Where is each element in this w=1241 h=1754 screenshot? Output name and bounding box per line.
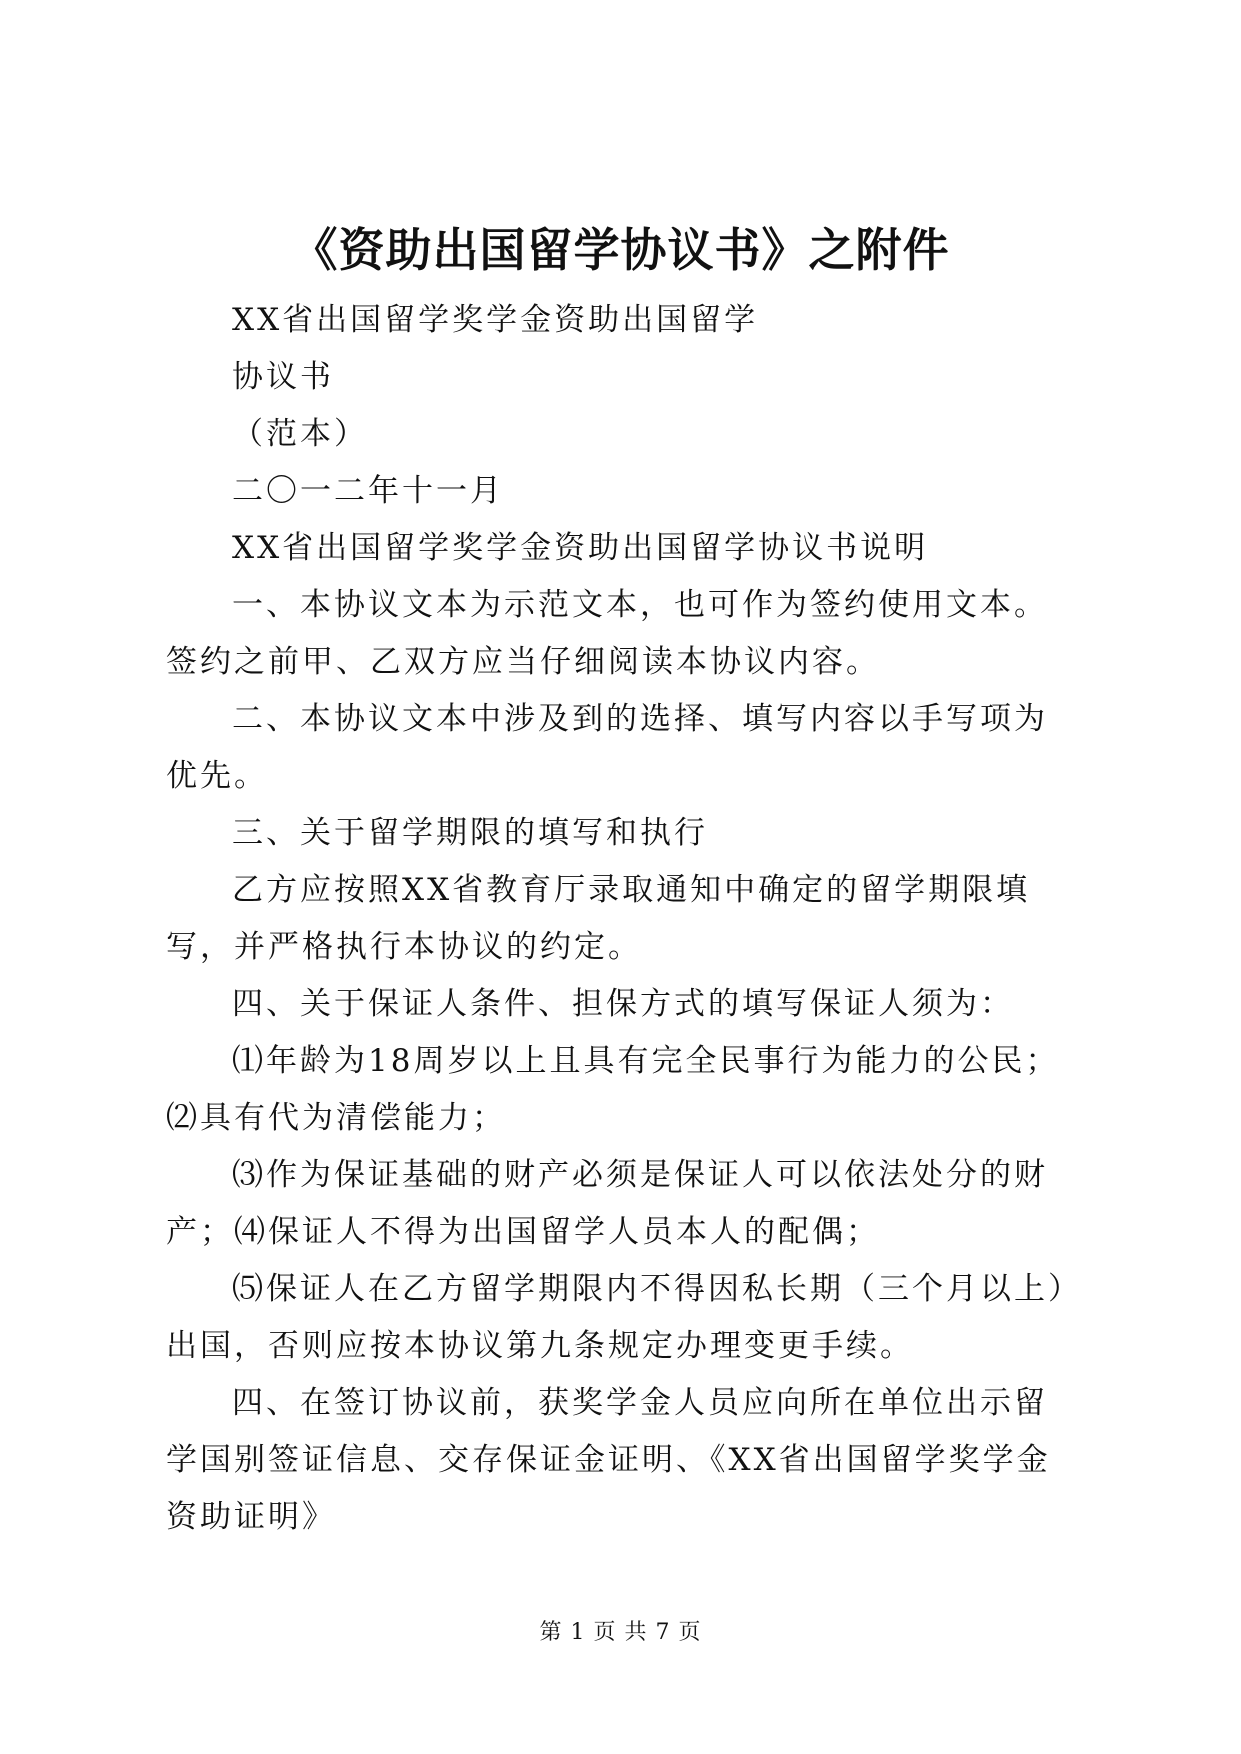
paragraph: 二〇一二年十一月 (232, 473, 504, 509)
paragraph: （范本） (232, 416, 368, 452)
paragraph: ⑶作为保证基础的财产必须是保证人可以依法处分的财产；⑷保证人不得为出国留学人员本人的配偶； (166, 1157, 1048, 1250)
paragraph: 二、本协议文本中涉及到的选择、填写内容以手写项为优先。 (166, 701, 1048, 794)
document-title: 《资助出国留学协议书》之附件 (291, 223, 950, 277)
paragraph: XX省出国留学奖学金资助出国留学 (232, 302, 759, 338)
paragraph: 协议书 (232, 359, 334, 395)
page-number-footer: 第 1 页 共 7 页 (539, 1620, 702, 1645)
paragraph: 四、在签订协议前，获奖学金人员应向所在单位出示留学国别签证信息、交存保证金证明、《XX省出国留学奖学金资助证明》 (166, 1385, 1051, 1535)
paragraph: 乙方应按照XX省教育厅录取通知中确定的留学期限填写，并严格执行本协议的约定。 (166, 872, 1031, 965)
document-body (166, 292, 1081, 1546)
paragraph: XX省出国留学奖学金资助出国留学协议书说明 (232, 530, 929, 566)
paragraph: ⑴年龄为18周岁以上且具有完全民事行为能力的公民；⑵具有代为清偿能力； (166, 1043, 1060, 1136)
paragraph: 四、关于保证人条件、担保方式的填写保证人须为： (232, 986, 1014, 1022)
paragraph: 一、本协议文本为示范文本，也可作为签约使用文本。签约之前甲、乙双方应当仔细阅读本协议内容。 (166, 587, 1048, 680)
paragraph: ⑸保证人在乙方留学期限内不得因私长期（三个月以上）出国，否则应按本协议第九条规定办理变更手续。 (166, 1271, 1067, 1364)
paragraph: 三、关于留学期限的填写和执行 (232, 815, 708, 851)
